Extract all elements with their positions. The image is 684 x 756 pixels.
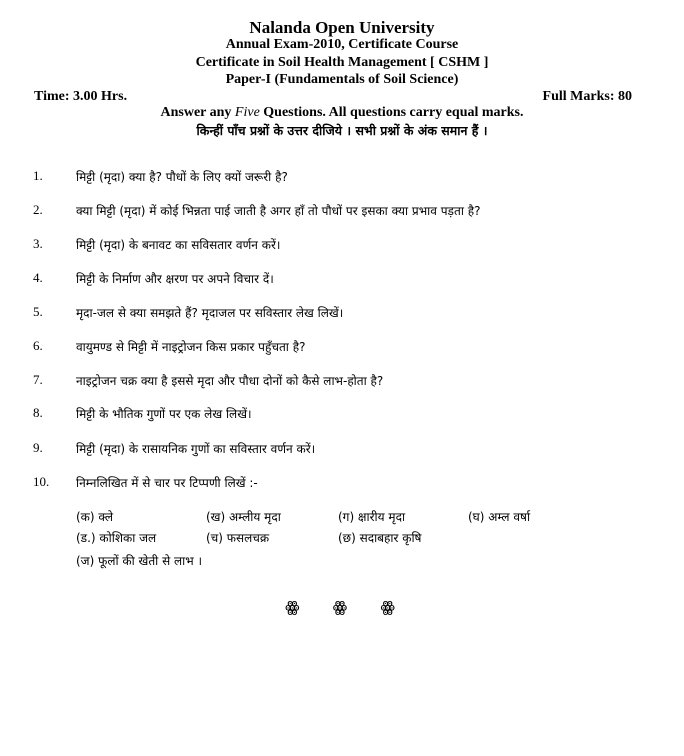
full-marks-label: Full Marks: 80 (542, 89, 632, 104)
option-item: (ग) क्षारीय मृदा (338, 510, 406, 524)
question-number: 8. (33, 405, 43, 420)
question-item (0, 338, 684, 358)
question-number: 9. (33, 440, 43, 455)
question-text: मिट्टी (मृदा) के रासायनिक गुणों का सविस्तार वर्णन करें। (76, 442, 316, 456)
question-number: 2. (33, 202, 43, 217)
ornament-glyph: ꙮ (332, 598, 352, 616)
option-item: (घ) अम्ल वर्षा (468, 510, 531, 524)
question-item (0, 270, 684, 290)
paper-line: Paper-I (Fundamentals of Soil Science) (225, 72, 459, 87)
option-item: (क) क्ले (76, 510, 114, 524)
option-item: (ख) अम्लीय मृदा (206, 510, 281, 524)
question-item (0, 202, 684, 222)
exam-line: Annual Exam-2010, Certificate Course (225, 37, 459, 52)
option-item: (च) फसलचक्र (206, 531, 270, 545)
question-text: मिट्टी के निर्माण और क्षरण पर अपने विचार दें। (76, 272, 274, 286)
question-number: 6. (33, 338, 43, 353)
question-text: नाइट्रोजन चक्र क्या है इससे मृदा और पौधा दोनों को कैसे लाभ-होता है? (76, 374, 384, 388)
question-item (0, 236, 684, 256)
end-ornament (0, 598, 684, 616)
course-line: Certificate in Soil Health Management [ CSHM ] (195, 55, 489, 70)
option-item: (ड.) कोशिका जल (76, 531, 157, 545)
question-item (0, 372, 684, 392)
option-item: (छ) सदाबहार कृषि (338, 531, 422, 545)
ornament-glyph: ꙮ (285, 598, 304, 616)
instr-five: Five (234, 105, 260, 120)
question-text: निम्नलिखित में से चार पर टिप्पणी लिखें :- (76, 476, 258, 490)
question-text: मृदा-जल से क्या समझते हैं? मृदाजल पर सविस्तार लेख लिखें। (76, 306, 344, 320)
option-item: (ज) फूलों की खेती से लाभ । (76, 554, 203, 568)
question-text: वायुमण्ड से मिट्टी में नाइट्रोजन किस प्रकार पहुँचता है? (76, 340, 306, 354)
ornament-glyph: ꙮ (380, 598, 399, 616)
question-item (0, 405, 684, 425)
question-item (0, 168, 684, 188)
time-label: Time: 3.00 Hrs. (34, 89, 128, 104)
instr-part-2: Questions. All questions carry equal marks. (259, 105, 524, 120)
question-item (0, 304, 684, 324)
instructions-hindi: किन्हीं पाँच प्रश्नों के उत्तर दीजिये । सभी प्रश्नों के अंक समान हैं । (196, 123, 488, 138)
instr-part-1: Answer any (160, 105, 235, 120)
question-number: 1. (33, 168, 43, 183)
question-text: क्या मिट्टी (मृदा) में कोई भिन्नता पाई जाती है अगर हाँ तो पौधों पर इसका क्या प्रभाव पड़ता है? (76, 204, 481, 218)
question-item (0, 474, 684, 494)
question-number: 5. (33, 304, 43, 319)
question-text: मिट्टी (मृदा) क्या है? पौधों के लिए क्यों जरूरी है? (76, 170, 288, 184)
question-number: 7. (33, 372, 43, 387)
university-title: Nalanda Open University (249, 18, 435, 37)
question-text: मिट्टी के भौतिक गुणों पर एक लेख लिखें। (76, 407, 252, 421)
question-number: 3. (33, 236, 43, 251)
question-item (0, 440, 684, 460)
question-number: 10. (33, 474, 50, 489)
instructions-english (0, 105, 684, 121)
question-text: मिट्टी (मृदा) के बनावट का सविसतार वर्णन करें। (76, 238, 281, 252)
question-number: 4. (33, 270, 43, 285)
